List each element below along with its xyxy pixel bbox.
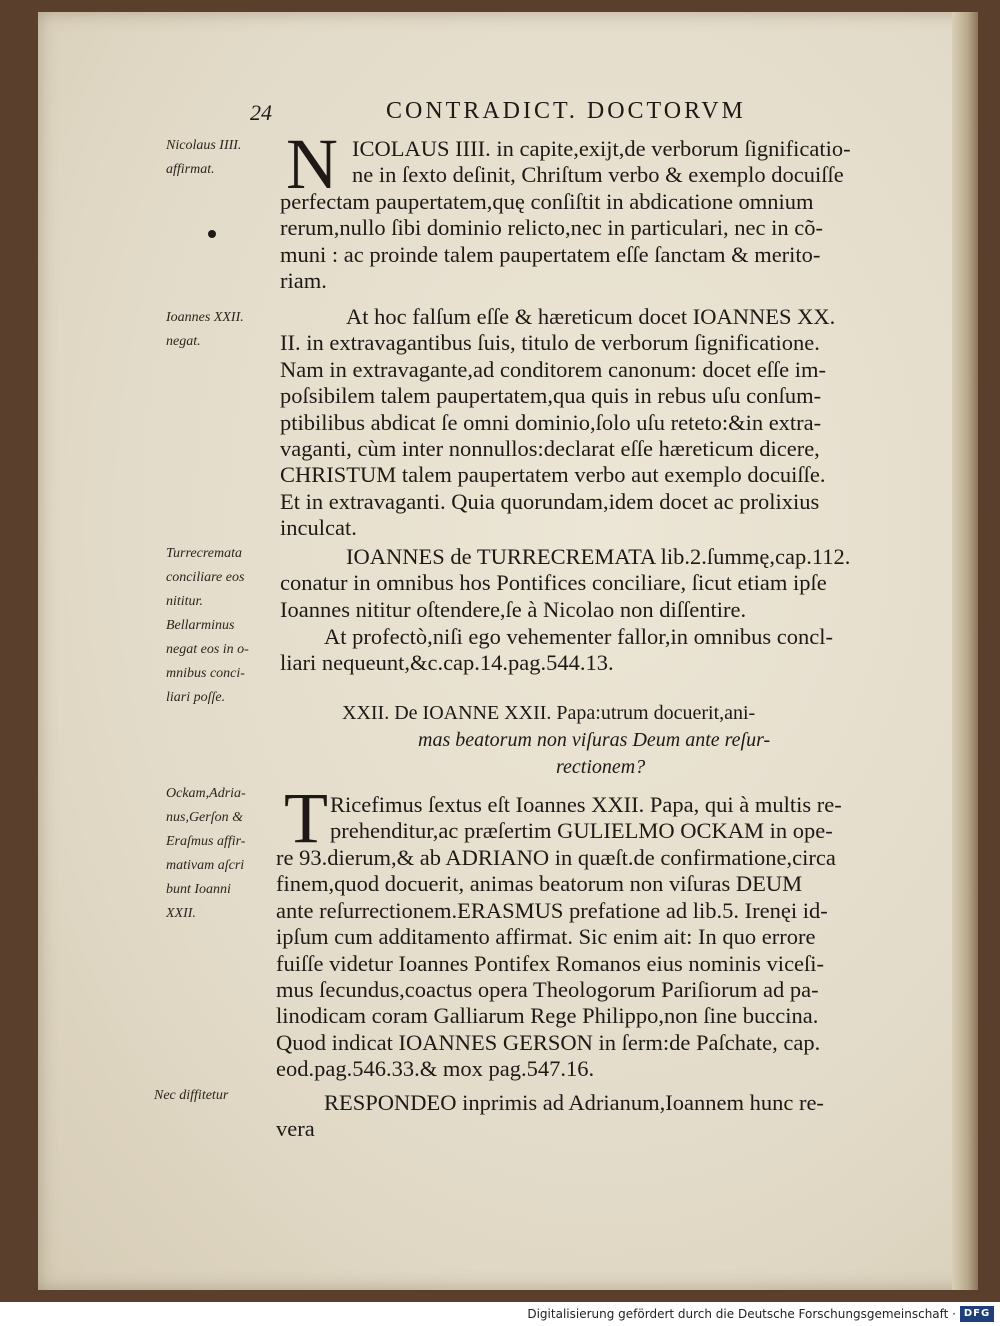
text-line: Ioannes nititur oſtendere,ſe à Nicolao non diſſentire. xyxy=(280,596,747,622)
margin-line: Ockam,Adria- xyxy=(166,786,246,801)
text-line: IOANNES de TURRECREMATA lib.2.ſummę,cap.112. xyxy=(346,544,851,569)
dropcap-t: T xyxy=(284,778,328,858)
marginal-bullet xyxy=(208,230,216,238)
text-line: Ricefimus ſextus eſt Ioannes XXII. Papa, qui à multis re- xyxy=(330,792,842,817)
margin-note-3 xyxy=(166,542,274,710)
margin-note-1 xyxy=(166,134,274,182)
text-line: conatur in omnibus hos Pontifices conciliare, ſicut etiam ipſe xyxy=(280,570,827,596)
text-line: ne in ſexto deſinit, Chriſtum verbo & exemplo docuiſſe xyxy=(352,162,844,188)
margin-line: liari poſſe. xyxy=(166,690,226,705)
text-line: inculcat. xyxy=(280,515,357,541)
margin-line: nititur. xyxy=(166,594,203,609)
page-number: 24 xyxy=(250,100,272,125)
text-line: II. in extravagantibus ſuis, titulo de verborum ſignificatione. xyxy=(280,330,820,356)
paragraph-5-body xyxy=(276,845,936,1083)
margin-line: Nicolaus IIII. xyxy=(166,138,242,153)
text-line: vaganti, cùm inter nonnullos:declarat eſſe hæreticum dicere, xyxy=(280,436,820,462)
margin-line: negat. xyxy=(166,334,201,349)
margin-line: negat eos in o- xyxy=(166,642,249,657)
margin-line: mnibus conci- xyxy=(166,666,245,681)
margin-note-2 xyxy=(166,306,274,354)
margin-line: Nec diffitetur xyxy=(154,1088,229,1103)
paragraph-6 xyxy=(276,1090,936,1143)
text-line: ICOLAUS IIII. in capite,exijt,de verborum ſignificatio- xyxy=(352,136,851,161)
margin-line: Ioannes XXII. xyxy=(166,310,244,325)
dropcap-n: N xyxy=(286,124,338,204)
text-line: finem,quod docuerit, animas beatorum non viſuras DEUM xyxy=(276,871,803,897)
text-line: liari nequeunt,&c.cap.14.pag.544.13. xyxy=(280,650,614,676)
text-line: eod.pag.546.33.& mox pag.547.16. xyxy=(276,1056,595,1082)
text-line: ipſum cum additamento affirmat. Sic enim ait: In quo errore xyxy=(276,924,816,950)
chapter-heading-line: XXII. De IOANNE XXII. Papa:utrum docuerit,ani- xyxy=(342,702,756,724)
margin-line: conciliare eos xyxy=(166,570,245,585)
text-line: ptibilibus abdicat ſe omni dominio,ſolo uſu reteto:&in extra- xyxy=(280,409,822,435)
margin-line: Turrecremata xyxy=(166,546,242,561)
running-head: CONTRADICT. DOCTORVM xyxy=(386,98,746,124)
footer-banner xyxy=(0,1302,1000,1326)
text-line: Et in extravaganti. Quia quorundam,idem docet ac prolixius xyxy=(280,488,820,514)
text-line: CHRISTUM talem paupertatem verbo aut exemplo docuiſſe. xyxy=(280,462,826,488)
text-line: perfectam paupertatem,quę conſiſtit in abdicatione omnium xyxy=(280,189,814,214)
margin-line: bunt Ioanni xyxy=(166,882,231,897)
text-line: ante reſurrectionem.ERASMUS prefatione ad lib.5. Irenęi id- xyxy=(276,897,828,923)
text-line: prehenditur,ac præſertim GULIELMO OCKAM in ope- xyxy=(330,818,833,844)
margin-line: affirmat. xyxy=(166,162,215,177)
paragraph-5-head xyxy=(330,792,930,845)
text-line: rerum,nullo ſibi dominio relicto,nec in particulari, nec in cõ- xyxy=(280,215,823,241)
paragraph-1-head xyxy=(352,136,940,189)
text-line: mus ſecundus,coactus opera Theologorum Pariſiorum ad pa- xyxy=(276,977,819,1003)
text-line: riam. xyxy=(280,268,327,294)
chapter-heading-line: rectionem? xyxy=(556,756,646,778)
margin-line: mativam aſcri xyxy=(166,858,245,873)
text-line: linodicam coram Galliarum Rege Philippo,non ſine buccina. xyxy=(276,1003,819,1029)
catchword: vera xyxy=(276,1116,315,1142)
page-header xyxy=(250,96,840,132)
paragraph-1-body xyxy=(280,189,940,295)
dfg-logo-icon: DFG xyxy=(960,1306,994,1322)
margin-note-4 xyxy=(166,782,274,926)
paragraph-4 xyxy=(280,624,940,677)
text-line: re 93.dierum,& ab ADRIANO in quæſt.de confirmatione,circa xyxy=(276,845,836,870)
chapter-heading xyxy=(342,700,862,781)
text-line: muni : ac proinde talem paupertatem eſſe ſanctam & merito- xyxy=(280,241,821,267)
page-edge xyxy=(952,12,978,1290)
text-line: RESPONDEO inprimis ad Adrianum,Ioannem hunc re- xyxy=(324,1090,824,1115)
paragraph-2 xyxy=(280,304,940,542)
margin-line: Eraſmus affir- xyxy=(166,834,246,849)
margin-line: nus,Gerſon & xyxy=(166,810,243,825)
chapter-heading-line: mas beatorum non viſuras Deum ante reſur- xyxy=(418,729,771,751)
paragraph-3 xyxy=(280,544,940,623)
funding-credit: Digitalisierung gefördert durch die Deutsche Forschungsgemeinschaft · xyxy=(527,1307,956,1321)
text-line: At hoc falſum eſſe & hæreticum docet IOANNES XX. xyxy=(346,304,836,329)
text-line: poſsibilem talem paupertatem,qua quis in rebus uſu conſum- xyxy=(280,383,822,409)
text-line: Quod indicat IOANNES GERSON in ſerm:de Paſchate, cap. xyxy=(276,1029,821,1055)
margin-line: XXII. xyxy=(166,906,196,921)
margin-line: Bellarminus xyxy=(166,618,235,633)
text-line: At profectò,niſi ego vehementer fallor,in omnibus concl- xyxy=(324,624,833,649)
margin-note-5 xyxy=(154,1084,262,1108)
text-line: fuiſſe videtur Ioannes Pontifex Romanos eius nominis viceſi- xyxy=(276,950,825,976)
text-line: Nam in extravagante,ad conditorem canonum: docet eſſe im- xyxy=(280,356,827,382)
